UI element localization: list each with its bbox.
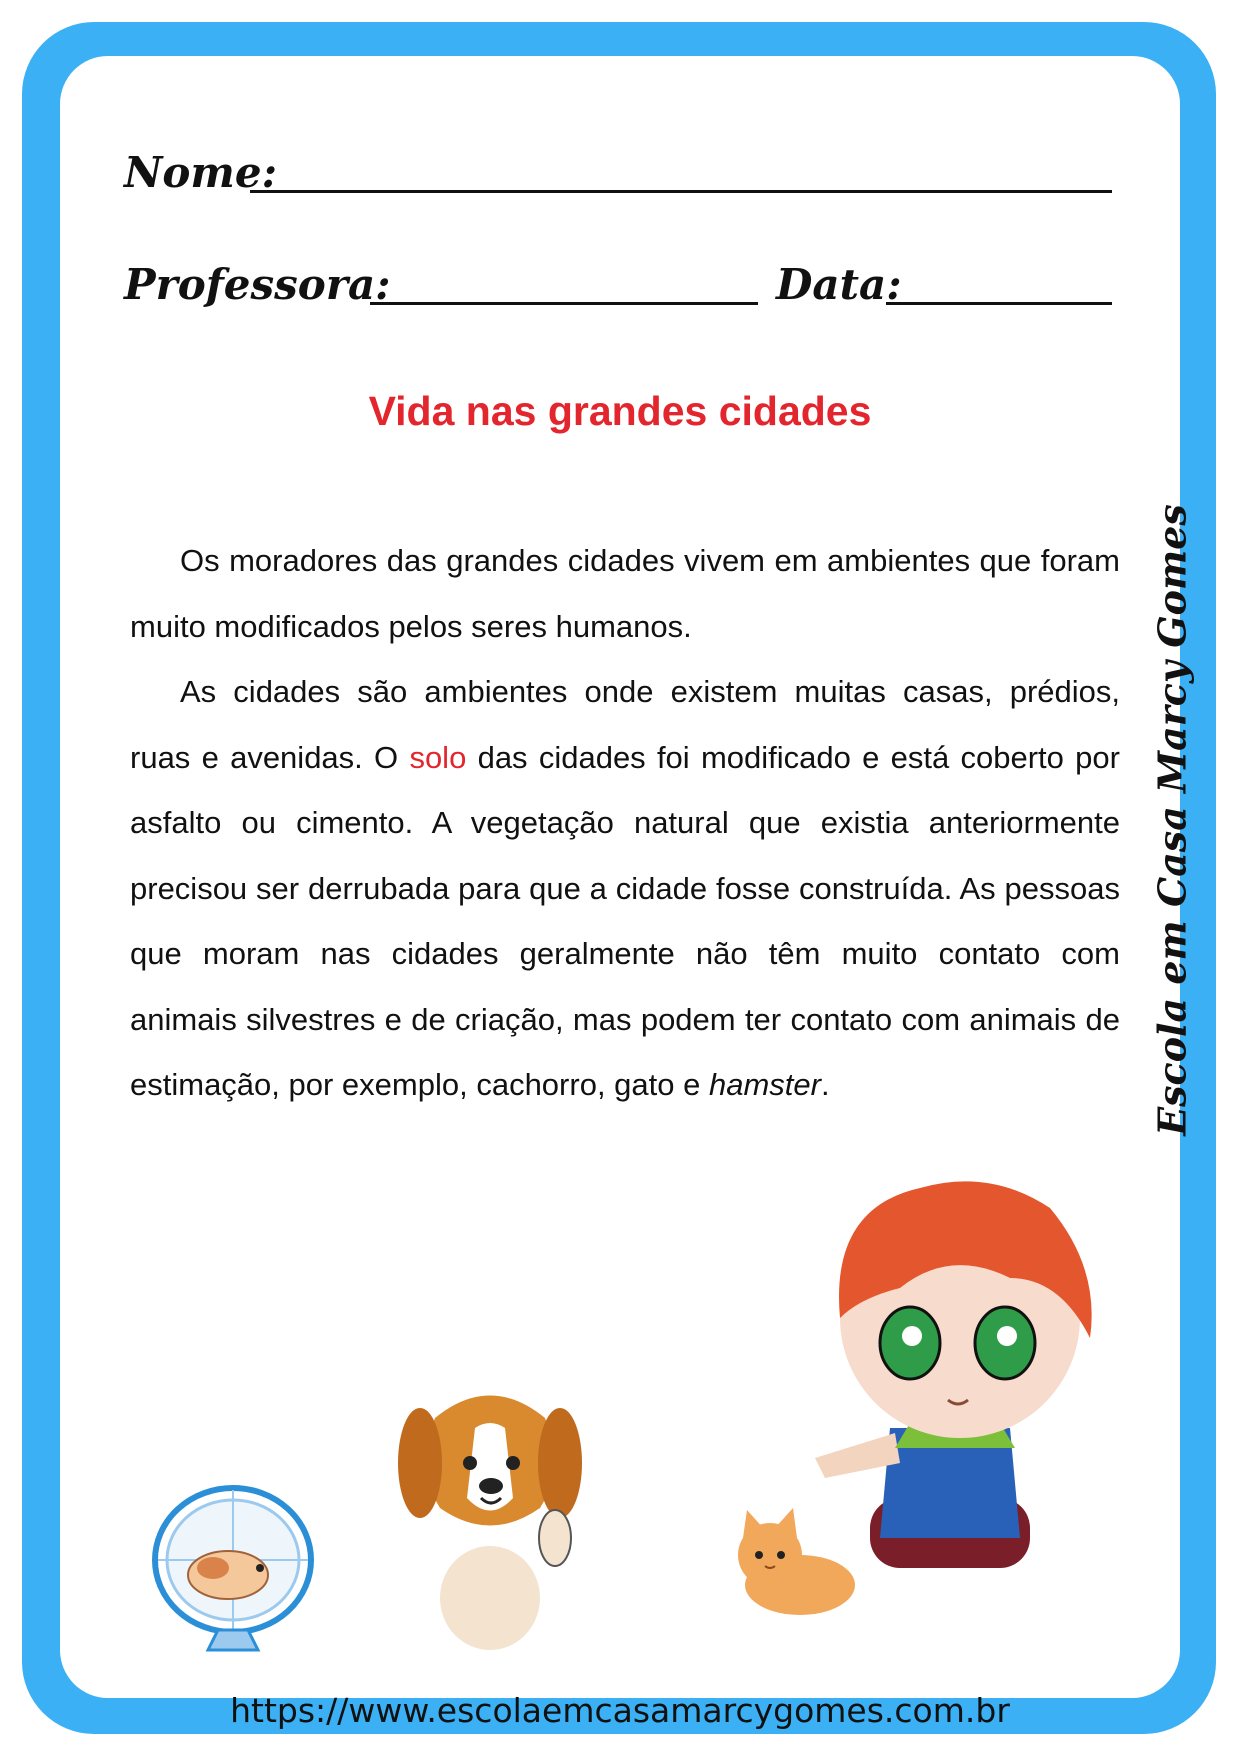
paragraph-2-text-b: das cidades foi modificado e está coberto por asfalto ou cimento. A vegetação natural que existia anteriormente precisou ser derrubada para que a cidade fosse construída. As pessoas que moram nas cidades geralmente não têm muito contato com animais silvestres e de criação, mas podem ter contato com animais de estimação, por exemplo, cachorro, gato e xyxy=(130,739,1120,1102)
paragraph-1: Os moradores das grandes cidades vivem em ambientes que foram muito modificados pelos seres humanos. xyxy=(130,543,1120,644)
boy-icon xyxy=(815,1181,1092,1568)
paragraph-2-text-a: As cidades são ambientes onde existem muitas casas, prédios, ruas e avenidas. O xyxy=(130,674,1120,775)
side-brand: Escola em Casa Marcy Gomes xyxy=(1149,504,1195,1136)
hamster-wheel-icon xyxy=(155,1488,311,1650)
beagle-puppy-illustration xyxy=(395,1378,595,1658)
data-blank[interactable] xyxy=(886,302,1112,305)
professora-label: Professora: xyxy=(124,260,391,309)
paragraph-2-end: . xyxy=(820,1067,830,1102)
boy-illustration xyxy=(800,1168,1140,1628)
page-title: Vida nas grandes cidades xyxy=(368,388,872,434)
solo-highlight: solo xyxy=(409,739,467,775)
paragraph-2 xyxy=(130,659,1120,1118)
reading-text xyxy=(130,528,1120,1118)
nome-label: Nome: xyxy=(124,148,278,197)
dog-icon xyxy=(398,1396,582,1651)
data-label: Data: xyxy=(776,260,902,309)
footer-url[interactable]: https://www.escolaemcasamarcygomes.com.br xyxy=(230,1691,1010,1730)
nome-blank[interactable] xyxy=(250,190,1112,193)
hamster-wheel-illustration xyxy=(138,1480,328,1655)
hamster-italic: hamster xyxy=(708,1067,821,1102)
professora-blank[interactable] xyxy=(370,302,758,305)
